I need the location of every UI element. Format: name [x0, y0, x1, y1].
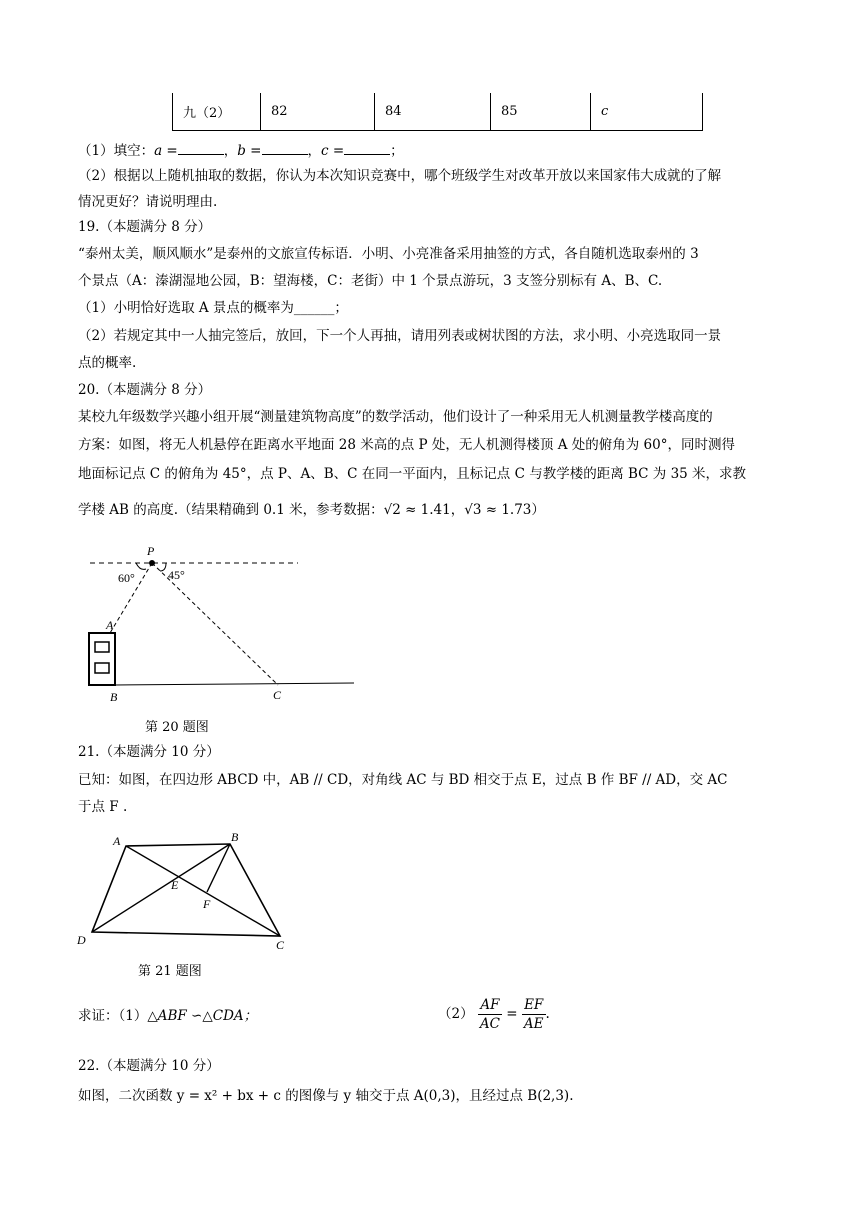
q20-line1: 某校九年级数学兴趣小组开展“测量建筑物高度”的数学活动，他们设计了一种采用无人机测量教学楼高度的 — [78, 409, 713, 425]
score-table — [172, 93, 703, 131]
figure-21 — [70, 828, 300, 956]
q18-part2-line1: （2）根据以上随机抽取的数据，你认为本次知识竞赛中，哪个班级学生对改革开放以来国家伟大成就的了解 — [78, 168, 722, 184]
table-row — [173, 93, 703, 131]
figure-20 — [80, 543, 360, 708]
label-45deg: 45° — [168, 568, 185, 582]
q20-line2: 方案：如图，将无人机悬停在距离水平地面 28 米高的点 P 处，无人机测得楼顶 A 处的俯角为 60°，同时测得 — [78, 437, 735, 453]
q21-heading: 21.（本题满分 10 分） — [78, 744, 220, 760]
table-cell: c — [591, 93, 703, 131]
diagonal-ac — [126, 846, 280, 936]
window-1 — [95, 642, 109, 652]
label-c: C — [273, 688, 282, 702]
q21-proof-1: 求证：（1）△ABF ∽△CDA； — [78, 1008, 258, 1024]
table-cell: 82 — [261, 93, 375, 131]
q19-line4: （2）若规定其中一人抽完签后，放回，下一个人再抽，请用列表或树状图的方法，求小明、小亮选取同一景 — [78, 328, 722, 344]
ground-line — [115, 683, 354, 685]
q22-heading: 22.（本题满分 10 分） — [78, 1058, 220, 1074]
q22-line1: 如图，二次函数 y = x² + bx + c 的图像与 y 轴交于点 A(0,3)，且经过点 B(2,3). — [78, 1088, 574, 1104]
fraction-af-ac: $\frac{AF}{AC}$ — [479, 997, 500, 1032]
table-cell: 84 — [375, 93, 491, 131]
table-cell: 九（2） — [173, 93, 261, 131]
q19-line2: 个景点（A：溱湖湿地公园，B：望海楼，C：老街）中 1 个景点游玩，3 支签分别标有 A、B、C. — [78, 273, 663, 289]
angle-60-arc — [136, 563, 146, 569]
label-a: A — [113, 834, 121, 848]
label-c: C — [276, 938, 285, 952]
q18-part1: （1）填空：a = ，b = ，c = ； — [78, 140, 404, 161]
q19-line5: 点的概率. — [78, 355, 137, 371]
label-p: P — [147, 544, 155, 558]
angle-45-arc — [160, 563, 166, 571]
label-d: D — [77, 933, 86, 947]
q19-heading: 19.（本题满分 8 分） — [78, 219, 212, 235]
label-f: F — [203, 897, 211, 911]
window-2 — [95, 663, 109, 673]
figure-20-caption: 第 20 题图 — [145, 720, 209, 735]
q18-part2-line2: 情况更好？请说明理由. — [78, 194, 218, 210]
q21-line2: 于点 F . — [78, 799, 128, 815]
label-b: B — [231, 830, 239, 844]
q21-proof-2: （2） $\frac{AF}{AC}$ = $\frac{EF}{AE}$ . — [438, 997, 550, 1032]
fraction-ef-ae: $\frac{EF}{AE}$ — [523, 997, 544, 1032]
label-b: B — [110, 690, 118, 704]
q20-line3: 地面标记点 C 的俯角为 45°，点 P、A、B、C 在同一平面内，且标记点 C 与教学楼的距离 BC 为 35 米，求教 — [78, 466, 747, 482]
building — [89, 633, 115, 685]
q20-line4: 学楼 AB 的高度.（结果精确到 0.1 米，参考数据：√2 ≈ 1.41，√3 ≈ 1.73） — [78, 502, 545, 518]
q19-line1: “泰州太美，顺风顺水”是泰州的文旅宣传标语．小明、小亮准备采用抽签的方式，各自随机选取泰州的 3 — [78, 246, 699, 262]
q21-line1: 已知：如图，在四边形 ABCD 中，AB // CD，对角线 AC 与 BD 相交于点 E，过点 B 作 BF // AD，交 AC — [78, 772, 728, 788]
label-e: E — [171, 878, 179, 892]
label-a: A — [106, 618, 114, 632]
label-60deg: 60° — [118, 571, 135, 585]
q19-line3: （1）小明恰好选取 A 景点的概率为______； — [78, 300, 348, 316]
table-cell: 85 — [491, 93, 591, 131]
figure-21-caption: 第 21 题图 — [138, 964, 202, 979]
q20-heading: 20.（本题满分 8 分） — [78, 382, 212, 398]
quadrilateral-abcd — [92, 844, 280, 936]
